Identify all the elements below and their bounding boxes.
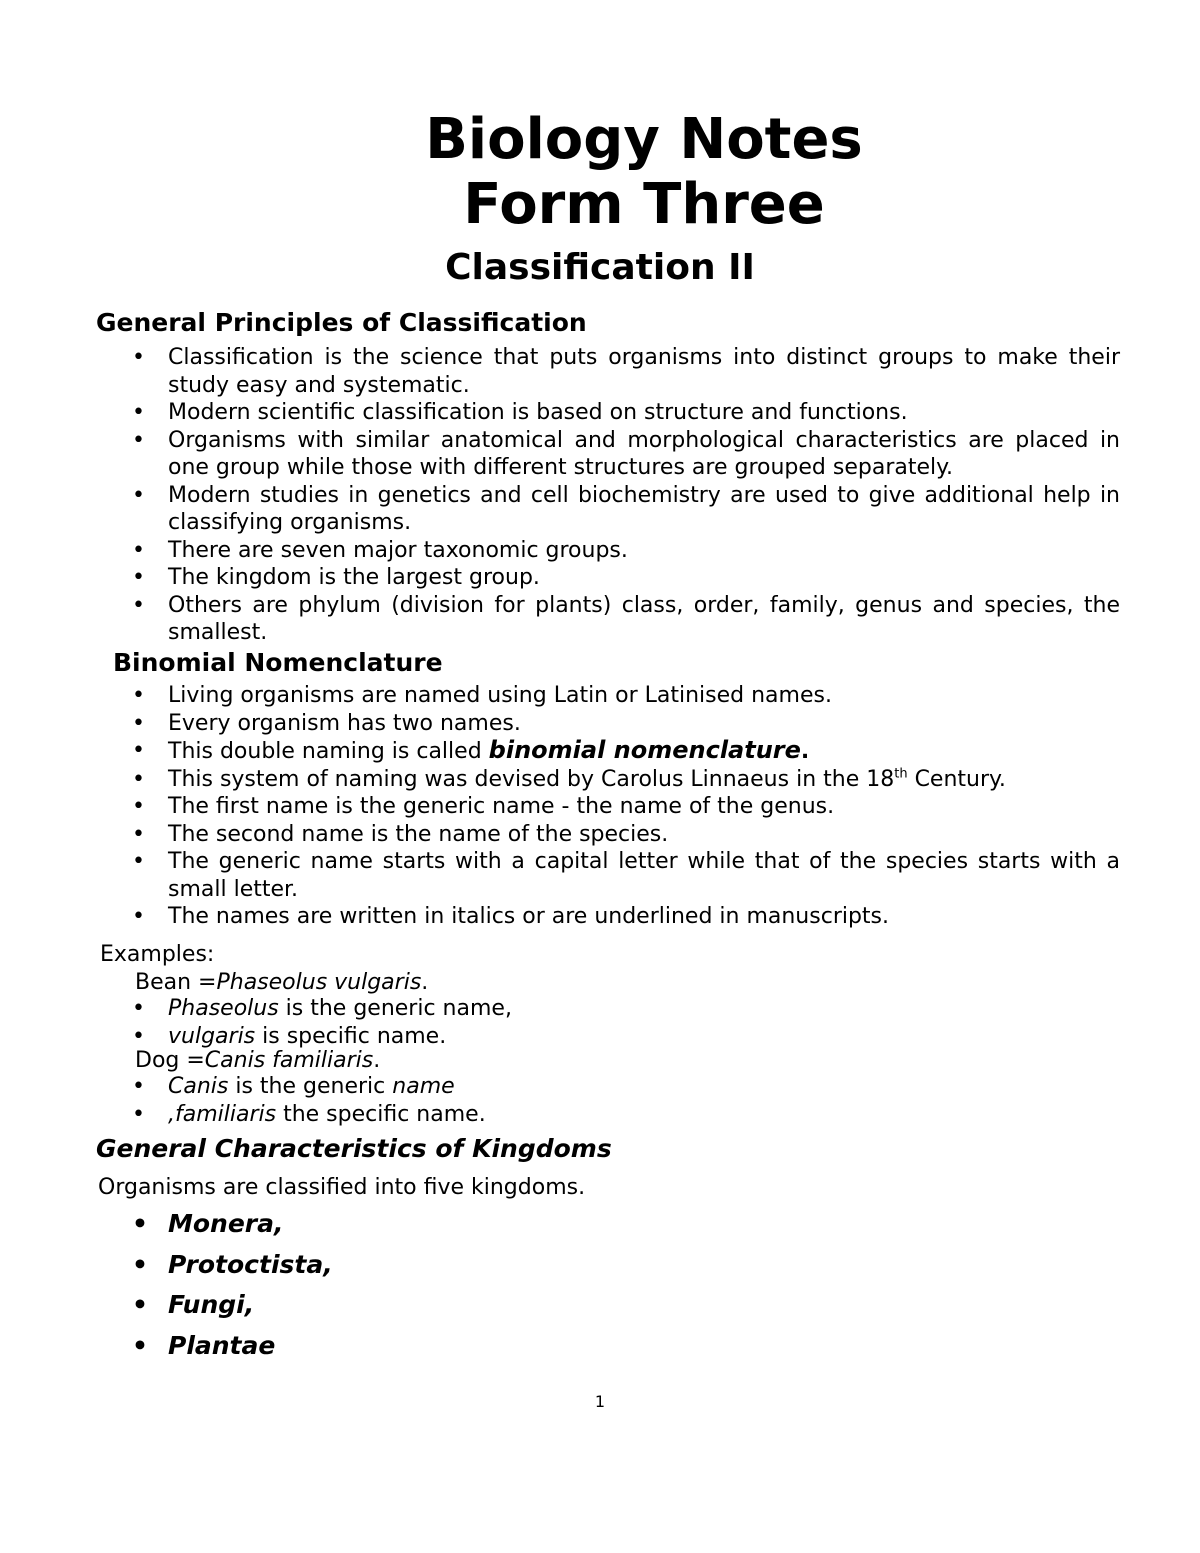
list-item: • Modern studies in genetics and cell biochemistry are used to give additional help in classifying organisms. <box>132 482 1120 537</box>
list-item: • There are seven major taxonomic groups. <box>132 537 1120 565</box>
list-item: • Modern scientific classification is based on structure and functions. <box>132 399 1120 427</box>
list-item: • The generic name starts with a capital letter while that of the species starts with a small letter. <box>132 848 1120 903</box>
list-item: • The names are written in italics or are underlined in manuscripts. <box>132 903 1120 931</box>
kingdoms-list <box>132 1204 333 1366</box>
list-item: • Monera, <box>132 1204 333 1245</box>
list-item <box>132 1101 1032 1129</box>
list-item <box>132 766 1120 794</box>
list-item <box>132 1073 1032 1101</box>
section-heading-binomial: Binomial Nomenclature <box>113 648 443 677</box>
item-text: This system of naming was devised by Carolus Linnaeus in the 18 <box>168 766 895 792</box>
section-heading-principles: General Principles of Classification <box>96 308 587 337</box>
example-text: . <box>373 1048 381 1073</box>
scientific-name: Canis familiaris <box>204 1048 374 1073</box>
example-dog <box>135 1047 380 1074</box>
document-subtitle: Form Three <box>463 172 825 237</box>
list-item <box>132 1023 1032 1051</box>
list-item: • Protoctista, <box>132 1245 333 1286</box>
document-title: Biology Notes <box>425 107 863 172</box>
emphasis-term: binomial nomenclature <box>488 736 801 764</box>
list-item: • The second name is the name of the species. <box>132 821 1120 849</box>
bean-list <box>132 995 1032 1050</box>
list-item: • Organisms with similar anatomical and morphological characteristics are placed in one group while those with different structures are grouped separately. <box>132 427 1120 482</box>
list-item: • The kingdom is the largest group. <box>132 564 1120 592</box>
item-text: name <box>392 1074 455 1099</box>
list-item: • Plantae <box>132 1326 333 1367</box>
example-text: . <box>421 970 429 995</box>
list-item: • Others are phylum (division for plants) class, order, family, genus and species, the smallest. <box>132 592 1120 647</box>
item-text: is the generic name, <box>278 996 512 1021</box>
principles-list <box>132 344 1120 647</box>
example-text: Bean = <box>135 970 217 995</box>
example-text: Dog = <box>135 1048 205 1073</box>
item-text: is the generic <box>228 1074 393 1099</box>
examples-label: Examples: <box>100 942 215 967</box>
list-item: • Fungi, <box>132 1285 333 1326</box>
dog-list <box>132 1073 1032 1128</box>
list-item: • Living organisms are named using Latin or Latinised names. <box>132 682 1120 710</box>
page-number: 1 <box>594 1392 606 1411</box>
list-item: • Classification is the science that puts organisms into distinct groups to make their study easy and systematic. <box>132 344 1120 399</box>
superscript: th <box>894 766 908 782</box>
topic-title: Classification II <box>445 247 755 288</box>
list-item <box>132 737 1120 766</box>
item-text: This double naming is called <box>168 739 489 764</box>
species-name: vulgaris <box>168 1023 256 1049</box>
item-text: the specific name. <box>276 1101 486 1127</box>
section-heading-kingdoms: General Characteristics of Kingdoms <box>96 1134 612 1163</box>
list-item: • The first name is the generic name - the name of the genus. <box>132 793 1120 821</box>
genus-name: Canis <box>168 1074 229 1099</box>
item-text: . <box>800 739 810 764</box>
list-item <box>132 995 1032 1023</box>
item-text: is specific name. <box>255 1023 447 1049</box>
example-bean <box>135 969 428 996</box>
species-name: ,familiaris <box>168 1101 277 1127</box>
genus-name: Phaseolus <box>168 996 279 1021</box>
list-item: • Every organism has two names. <box>132 710 1120 738</box>
item-text: Century. <box>907 766 1006 792</box>
binomial-list <box>132 682 1120 931</box>
scientific-name: Phaseolus vulgaris <box>216 970 422 995</box>
kingdoms-intro: Organisms are classified into five kingdoms. <box>98 1175 586 1200</box>
